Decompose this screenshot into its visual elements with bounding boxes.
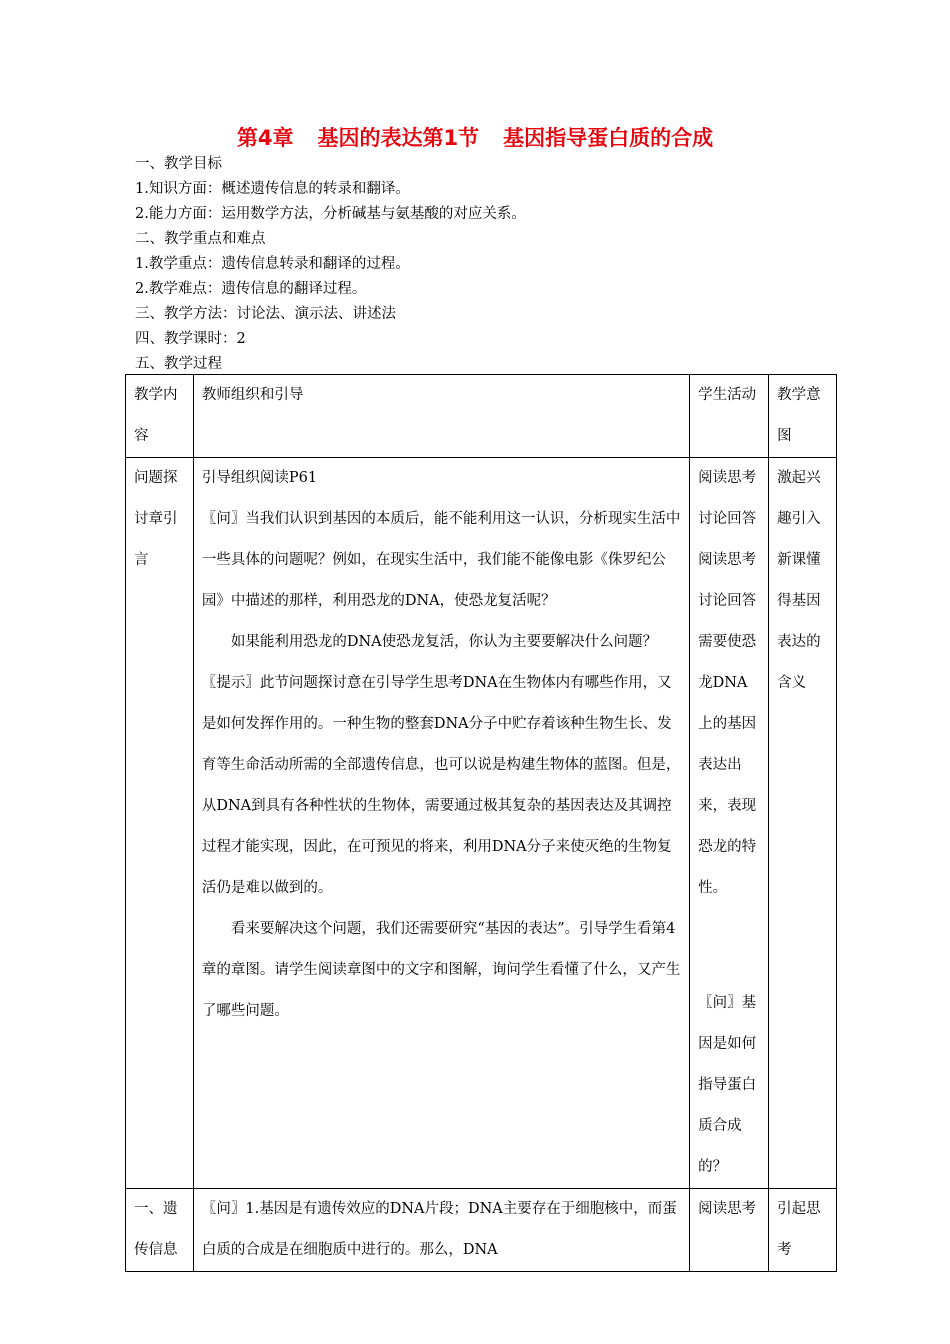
student-question: 〖问〗基因是如何指导蛋白质合成的？ bbox=[698, 995, 757, 1175]
outline-line: 三、教学方法：讨论法、演示法、讲述法 bbox=[135, 306, 396, 322]
teacher-paragraph: 看来要解决这个问题，我们还需要研究“基因的表达”。引导学生看第4章的章图。请学生阅读章图中的文字和图解，询问学生看懂了什么，又产生了哪些问题。 bbox=[201, 921, 681, 1019]
outline-line: 1.教学重点：遗传信息转录和翻译的过程。 bbox=[135, 256, 410, 272]
table-header-row bbox=[126, 375, 837, 458]
outline-line: 四、教学课时：2 bbox=[135, 331, 246, 347]
outline-line: 五、教学过程 bbox=[135, 356, 222, 372]
teacher-cell: 〖问〗1.基因是有遗传效应的DNA片段；DNA主要存在于细胞核中，而蛋白质的合成是在细胞质中进行的。那么，DNA bbox=[193, 1189, 689, 1272]
header-cell: 教学内容 bbox=[126, 375, 194, 458]
student-cell: 阅读思考 bbox=[690, 1189, 769, 1272]
header-cell: 教师组织和引导 bbox=[193, 375, 689, 458]
intent-cell: 激起兴趣引入新课懂得基因表达的含义 bbox=[769, 458, 837, 1189]
teaching-process-table bbox=[125, 374, 837, 1272]
content-cell: 一、遗传信息 bbox=[126, 1189, 194, 1272]
title-section: 基因的表达第1节 bbox=[317, 126, 480, 150]
student-cell bbox=[690, 458, 769, 1189]
table-row bbox=[126, 458, 837, 1189]
teacher-paragraph: 如果能利用恐龙的DNA使恐龙复活，你认为主要要解决什么问题？ bbox=[230, 634, 658, 650]
student-activity: 阅读思考讨论回答阅读思考讨论回答需要使恐龙DNA上的基因表达出来，表现恐龙的特性。 bbox=[698, 470, 757, 896]
table-row bbox=[126, 1189, 837, 1272]
outline-line: 2.能力方面：运用数学方法，分析碱基与氨基酸的对应关系。 bbox=[135, 206, 526, 222]
title-topic: 基因指导蛋白质的合成 bbox=[503, 126, 714, 150]
page-title bbox=[0, 124, 950, 152]
intent-cell: 引起思考 bbox=[769, 1189, 837, 1272]
teacher-paragraph: 引导组织阅读P61 bbox=[201, 470, 318, 486]
header-cell: 教学意图 bbox=[769, 375, 837, 458]
outline-line: 一、教学目标 bbox=[135, 156, 222, 172]
lesson-outline bbox=[135, 152, 526, 377]
content-cell: 问题探讨章引言 bbox=[126, 458, 194, 1189]
teacher-cell bbox=[193, 458, 689, 1189]
outline-line: 1.知识方面：概述遗传信息的转录和翻译。 bbox=[135, 181, 410, 197]
outline-line: 二、教学重点和难点 bbox=[135, 231, 266, 247]
teacher-paragraph: 〖提示〗此节问题探讨意在引导学生思考DNA在生物体内有哪些作用，又是如何发挥作用的。一种生物的整套DNA分子中贮存着该种生物生长、发育等生命活动所需的全部遗传信息，也可以说是构建生物体的蓝图。但是，从DNA到具有各种性状的生物体，需要通过极其复杂的基因表达及其调控过程才能实现，因此，在可预见的将来，利用DNA分子来使灭绝的生物复活仍是难以做到的。 bbox=[201, 675, 681, 896]
outline-line: 2.教学难点：遗传信息的翻译过程。 bbox=[135, 281, 367, 297]
teacher-paragraph: 〖问〗当我们认识到基因的本质后，能不能利用这一认识，分析现实生活中一些具体的问题呢？例如，在现实生活中，我们能不能像电影《侏罗纪公园》中描述的那样，利用恐龙的DNA，使恐龙复活呢？ bbox=[201, 511, 681, 609]
header-cell: 学生活动 bbox=[690, 375, 769, 458]
title-chapter: 第4章 bbox=[236, 126, 294, 150]
